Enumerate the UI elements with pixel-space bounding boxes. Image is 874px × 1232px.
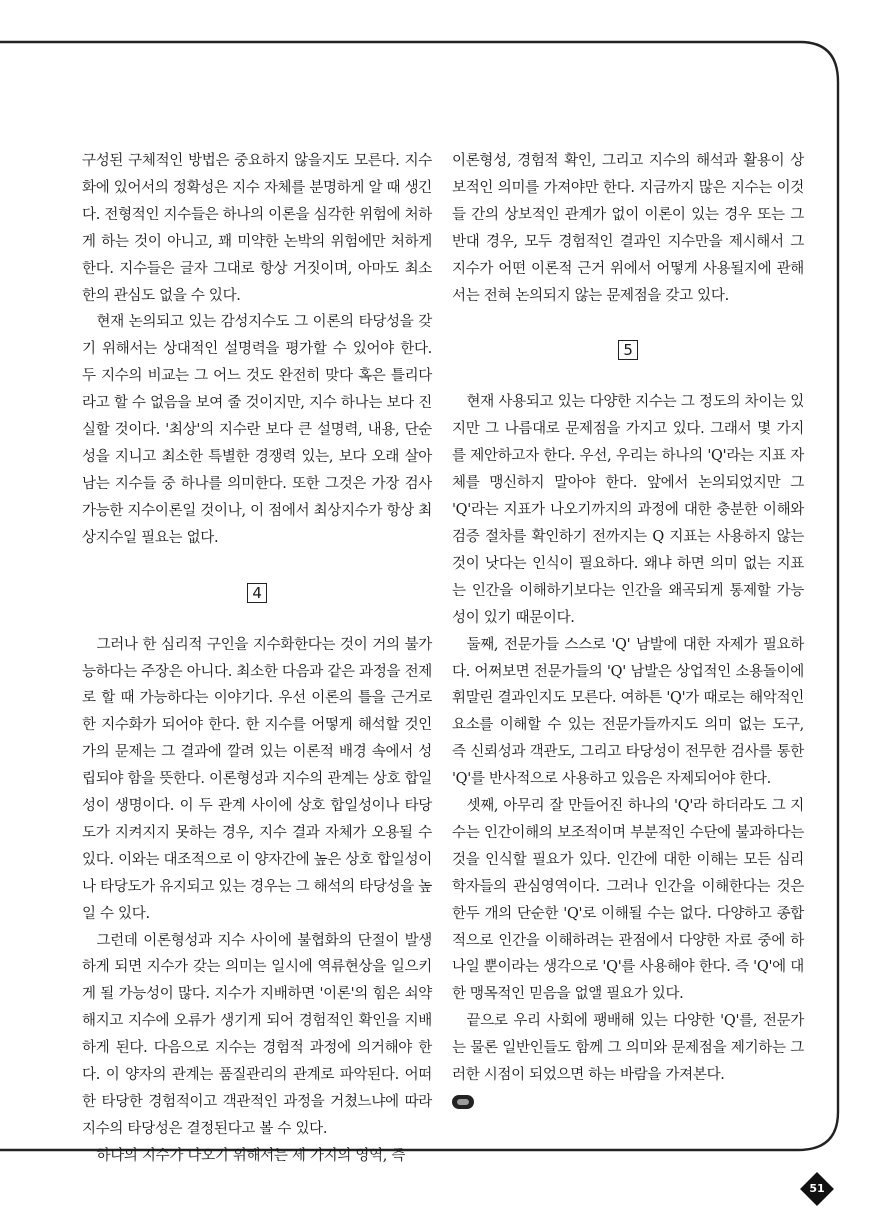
section-number-5: 5 — [618, 340, 638, 360]
paragraph: 현재 사용되고 있는 다양한 지수는 그 정도의 차이는 있지만 그 나름대로 문제점을 가지고 있다. 그래서 몇 가지를 제안하고자 한다. 우선, 우리는 하나의 'Q'라는 지표 자체를 맹신하지 말아야 한다. 앞에서 논의되었지만 그 'Q'라는 지표가 나오기까지의 과정에 대한 충분한 이해와 검증 절차를 확인하기 전까지는 Q 지표는 사용하지 않는 것이 낫다는 인식이 필요하다. 왜냐 하면 의미 없는 지표는 인간을 이해하기보다는 인간을 왜곡되게 통제할 가능성이 있기 때문이다. — [452, 394, 804, 626]
end-of-article-icon — [452, 1095, 474, 1109]
paragraph: 하나의 지수가 나오기 위해서는 세 가지의 영역, 즉 — [96, 1147, 406, 1164]
paragraph: 그러나 한 심리적 구인을 지수화한다는 것이 거의 불가능하다는 주장은 아니다. 최소한 다음과 같은 과정을 전제로 할 때 가능하다는 이야기다. 우선 이론의 틀을 근거로 한 지수화가 되어야 한다. 한 지수를 어떻게 해석할 것인가의 문제는 그 결과에 깔려 있는 이론적 배경 속에서 성립되야 함을 뜻한다. 이론형성과 지수의 관계는 상호 합일성이 생명이다. 이 두 관계 사이에 상호 합일성이나 타당도가 지켜지지 못하는 경우, 지수 결과 자체가 오용될 수 있다. 이와는 대조적으로 이 양자간에 높은 상호 합일성이나 타당도가 유지되고 있는 경우는 그 해석의 타당성을 높일 수 있다. — [82, 636, 432, 922]
page-number-badge — [800, 1172, 834, 1206]
section-heading — [452, 323, 804, 377]
section-number-4: 4 — [247, 583, 267, 603]
paragraph: 구성된 구체적인 방법은 중요하지 않을지도 모른다. 지수화에 있어서의 정확성은 지수 자체를 분명하게 알 때 생긴다. 전형적인 지수들은 하나의 이론을 심각한 위험에 처하게 하는 것이 아니고, 꽤 미약한 논박의 위험에만 처하게 한다. 지수들은 글자 그대로 항상 거짓이며, 아마도 최소한의 관심도 없을 수 있다. — [82, 153, 432, 304]
paragraph: 셋째, 아무리 잘 만들어진 하나의 'Q'라 하더라도 그 지수는 인간이해의 보조적이며 부분적인 수단에 불과하다는 것을 인식할 필요가 있다. 인간에 대한 이해는 모든 심리학자들의 관심영역이다. 그러나 인간을 이해한다는 것은 한두 개의 단순한 'Q'로 이해될 수는 없다. 다양하고 종합적으로 인간을 이해하려는 관점에서 다양한 자료 중에 하나일 뿐이라는 생각으로 'Q'를 사용해야 한다. 즉 'Q'에 대한 맹목적인 믿음을 없앨 필요가 있다. — [452, 798, 804, 1003]
paragraph: 둘째, 전문가들 스스로 'Q' 남발에 대한 자제가 필요하다. 어쩌보면 전문가들의 'Q' 남발은 상업적인 소용돌이에 휘말린 결과인지도 모른다. 여하튼 'Q'가 때로는 해악적인 요소를 이해할 수 있는 전문가들까지도 의미 없는 도구, 즉 신뢰성과 객관도, 그리고 타당성이 전무한 검사를 통한 'Q'를 반사적으로 사용하고 있음은 자제되어야 한다. — [452, 636, 804, 788]
paragraph: 끝으로 우리 사회에 팽배해 있는 다양한 'Q'를, 전문가는 물론 일반인들도 함께 그 의미와 문제점을 제기하는 그러한 시점이 되었으면 하는 바람을 가져본다. — [452, 1013, 804, 1084]
paragraph: 그런데 이론형성과 지수 사이에 불협화의 단절이 발생하게 되면 지수가 갖는 의미는 일시에 역류현상을 일으키게 될 가능성이 많다. 지수가 지배하면 '이론'의 힘은 쇠약해지고 지수에 오류가 생기게 되어 경험적인 확인을 지배하게 된다. 다음으로 지수는 경험적 과정에 의거해야 한다. 이 양자의 관계는 품질관리의 관계로 파악된다. 어떠한 타당한 경험적이고 객관적인 과정을 거쳤느냐에 따라 지수의 타당성은 결정된다고 볼 수 있다. — [82, 932, 432, 1137]
end-mark-row — [452, 1089, 804, 1116]
page-number: 51 — [809, 1182, 825, 1195]
paragraph: 현재 논의되고 있는 감성지수도 그 이론의 타당성을 갖기 위해서는 상대적인 설명력을 평가할 수 있어야 한다. 두 지수의 비교는 그 어느 것도 완전히 맞다 혹은 틀리다라고 할 수 없음을 보여 줄 것이지만, 지수 하나는 보다 진실할 것이다. '최상'의 지수란 보다 큰 설명력, 내용, 단순성을 지니고 최소한 특별한 경쟁력 있는, 보다 오래 살아남는 지수들 중 하나를 의미한다. 또한 그것은 가장 검사 가능한 지수이론일 것이나, 이 점에서 최상지수가 항상 최상지수일 필요는 없다. — [82, 314, 432, 546]
right-column — [452, 148, 804, 1116]
left-column — [82, 148, 432, 1170]
section-heading — [82, 566, 432, 620]
paragraph: 이론형성, 경험적 확인, 그리고 지수의 해석과 활용이 상보적인 의미를 가져야만 한다. 지금까지 많은 지수는 이것들 간의 상보적인 관계가 없이 이론이 있는 경우 또는 그 반대 경우, 모두 경험적인 결과인 지수만을 제시해서 그 지수가 어떤 이론적 근거 위에서 어떻게 사용될지에 관해서는 전혀 논의되지 않는 문제점을 갖고 있다. — [452, 153, 804, 304]
